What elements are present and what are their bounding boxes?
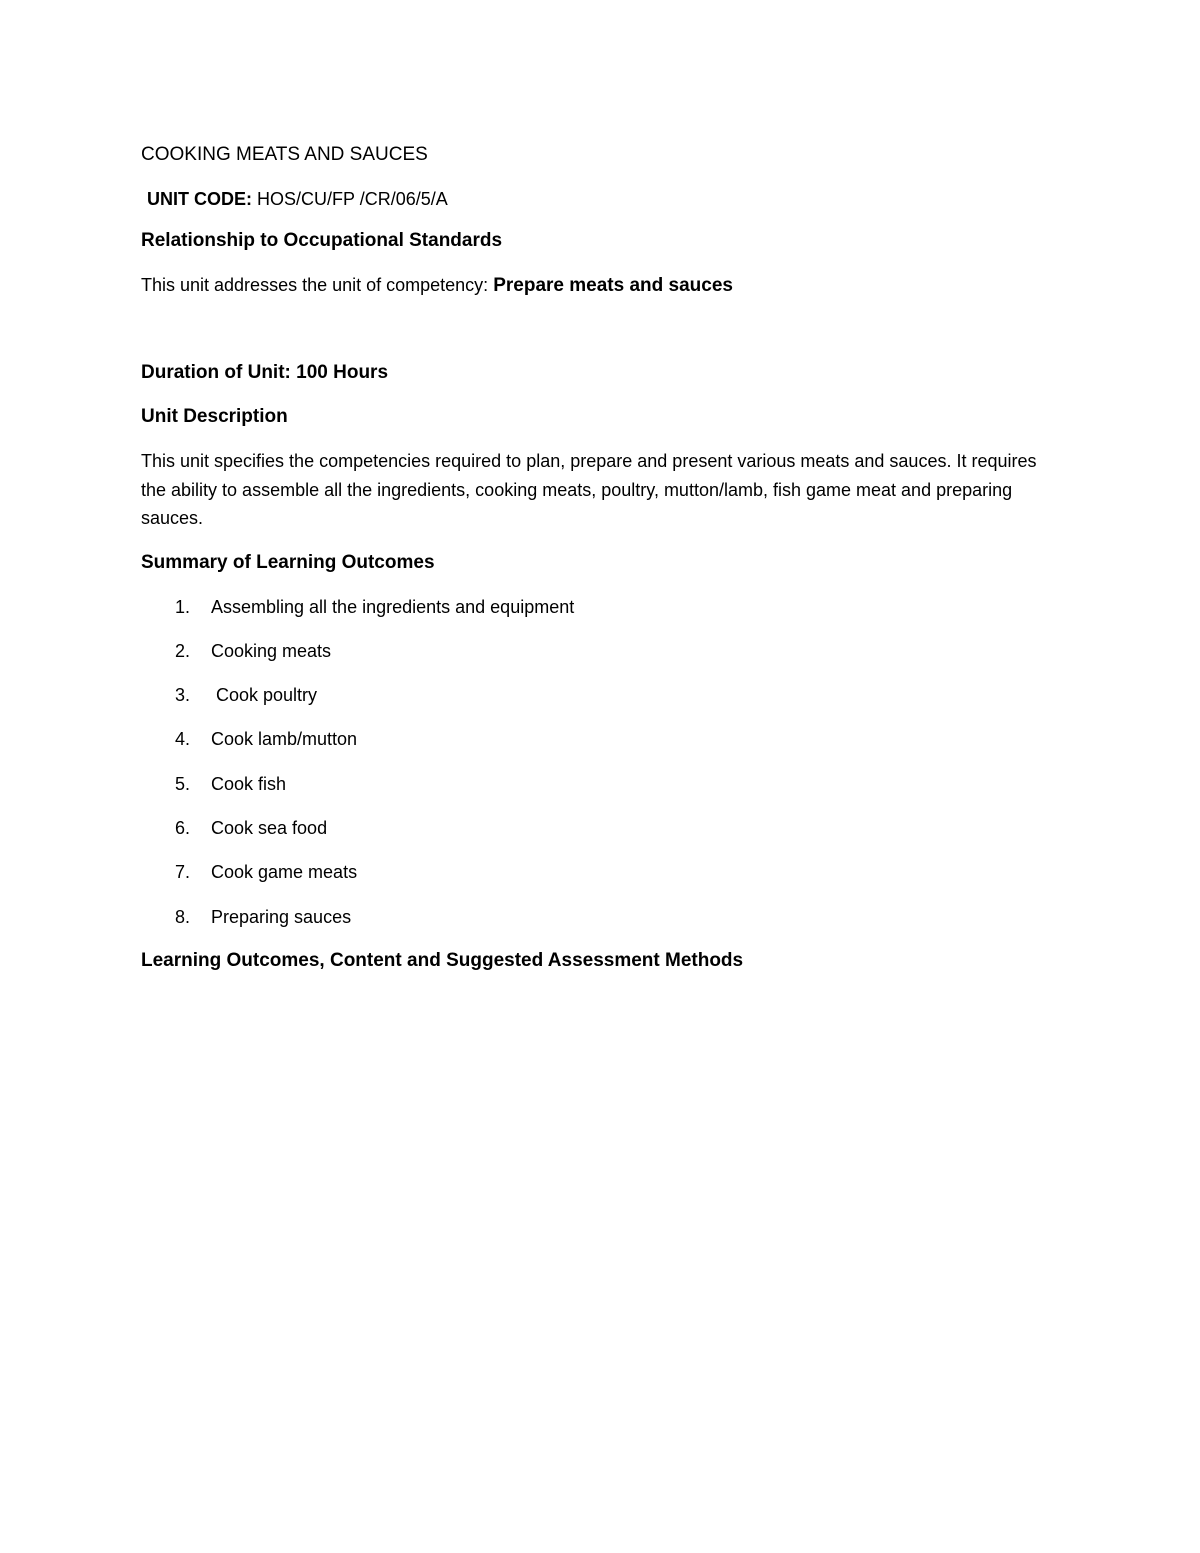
outcomes-list [141, 593, 1061, 931]
competency-line [141, 271, 1061, 300]
unit-code-value: HOS/CU/FP /CR/06/5/A [257, 189, 448, 209]
list-item-number: 2. [175, 640, 191, 661]
list-item-text: Cook poultry [211, 685, 318, 706]
assessment-heading: Learning Outcomes, Content and Suggested Assessment Methods [141, 949, 744, 971]
list-item [141, 814, 1061, 842]
list-item-text: Preparing sauces [211, 906, 352, 927]
document-title: COOKING MEATS AND SAUCES [141, 144, 428, 165]
list-item-number: 7. [175, 862, 191, 883]
relationship-heading: Relationship to Occupational Standards [141, 230, 503, 251]
document-content [141, 141, 1061, 991]
unit-code-line [147, 185, 1061, 213]
list-item-number: 3. [175, 685, 191, 706]
list-item [141, 725, 1061, 753]
list-item-text: Cooking meats [211, 640, 332, 661]
list-item [141, 770, 1061, 798]
list-item-text: Cook sea food [211, 817, 328, 838]
competency-text: This unit addresses the unit of competency: [141, 275, 489, 295]
list-item [141, 681, 1061, 709]
list-item-number: 4. [175, 729, 191, 750]
list-item-number: 5. [175, 773, 191, 794]
duration-heading: Duration of Unit: 100 Hours [141, 362, 389, 383]
list-item-text: Cook fish [211, 773, 287, 794]
list-item-number: 6. [175, 817, 191, 838]
list-item-number: 1. [175, 596, 191, 617]
list-item [141, 858, 1061, 886]
list-item [141, 593, 1061, 621]
unit-code-label: UNIT CODE: [147, 189, 252, 209]
list-item-number: 8. [175, 906, 191, 927]
description-heading: Unit Description [141, 406, 288, 427]
blank-line [141, 316, 1061, 359]
competency-name: Prepare meats and sauces [493, 275, 733, 296]
list-item [141, 637, 1061, 665]
list-item-text: Assembling all the ingredients and equipment [211, 596, 575, 617]
summary-heading: Summary of Learning Outcomes [141, 551, 435, 573]
list-item-text: Cook game meats [211, 862, 358, 883]
list-item-text: Cook lamb/mutton [211, 729, 358, 750]
list-item [141, 903, 1061, 931]
description-text: This unit specifies the competencies required to plan, prepare and present various meats and sauces. It requires the ability to assemble all the ingredients, cooking meats, poultry, mutton/lamb, fish game meat and preparing sauces. [141, 451, 1037, 528]
